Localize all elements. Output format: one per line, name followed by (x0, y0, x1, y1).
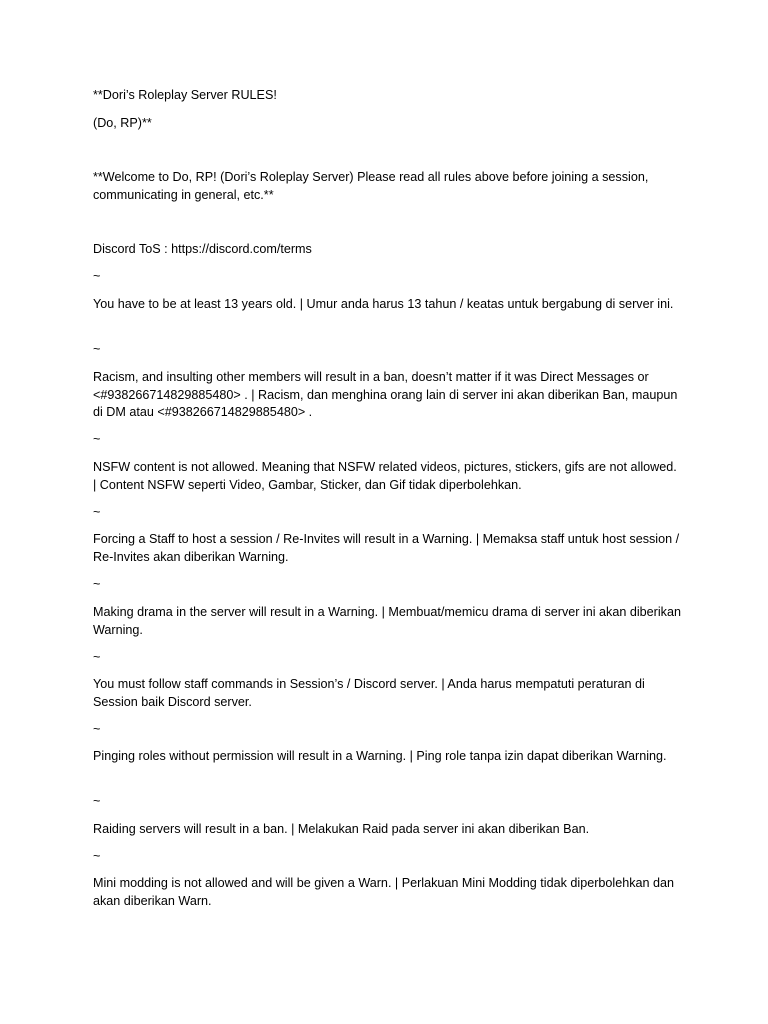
rule-8: Raiding servers will result in a ban. | Melakukan Raid pada server ini akan diberikan Ban. (93, 822, 590, 836)
tos-line: Discord ToS : https://discord.com/terms (93, 242, 312, 256)
rule-4: Forcing a Staff to host a session / Re-Invites will result in a Warning. | Memaksa staff untuk host session / Re-Invites akan diberikan Warning. (93, 532, 680, 564)
separator-8: ~ (93, 794, 101, 808)
separator-1: ~ (93, 269, 101, 283)
rule-5: Making drama in the server will result in a Warning. | Membuat/memicu drama di server ini akan diberikan Warning. (93, 605, 681, 637)
separator-4: ~ (93, 505, 101, 519)
rule-6: You must follow staff commands in Session’s / Discord server. | Anda harus mempatuti peraturan di Session baik Discord server. (93, 677, 645, 709)
rule-1: You have to be at least 13 years old. | Umur anda harus 13 tahun / keatas untuk bergabung di server ini. (93, 297, 674, 311)
rule-2: Racism, and insulting other members will result in a ban, doesn’t matter if it was Direct Messages or <#938266714829885480> . | Racism, dan menghina orang lain di server ini akan diberikan Ban, maupun di DM atau <#938266714829885480> . (93, 370, 678, 419)
rule-9: Mini modding is not allowed and will be given a Warn. | Perlakuan Mini Modding tidak diperbolehkan dan akan diberikan Warn. (93, 876, 675, 908)
rule-3: NSFW content is not allowed. Meaning that NSFW related videos, pictures, stickers, gifs are not allowed. | Content NSFW seperti Video, Gambar, Sticker, dan Gif tidak diperbolehkan. (93, 460, 677, 492)
document-title-line-1: **Dori’s Roleplay Server RULES! (93, 88, 277, 102)
separator-3: ~ (93, 432, 101, 446)
separator-5: ~ (93, 577, 101, 591)
separator-7: ~ (93, 722, 101, 736)
separator-6: ~ (93, 650, 101, 664)
welcome-paragraph: **Welcome to Do, RP! (Dori’s Roleplay Server) Please read all rules above before joining a session, communicating in general, etc.** (93, 170, 649, 202)
separator-2: ~ (93, 342, 101, 356)
rule-7: Pinging roles without permission will result in a Warning. | Ping role tanpa izin dapat diberikan Warning. (93, 749, 667, 763)
separator-9: ~ (93, 849, 101, 863)
document-title-line-2: (Do, RP)** (93, 116, 152, 130)
